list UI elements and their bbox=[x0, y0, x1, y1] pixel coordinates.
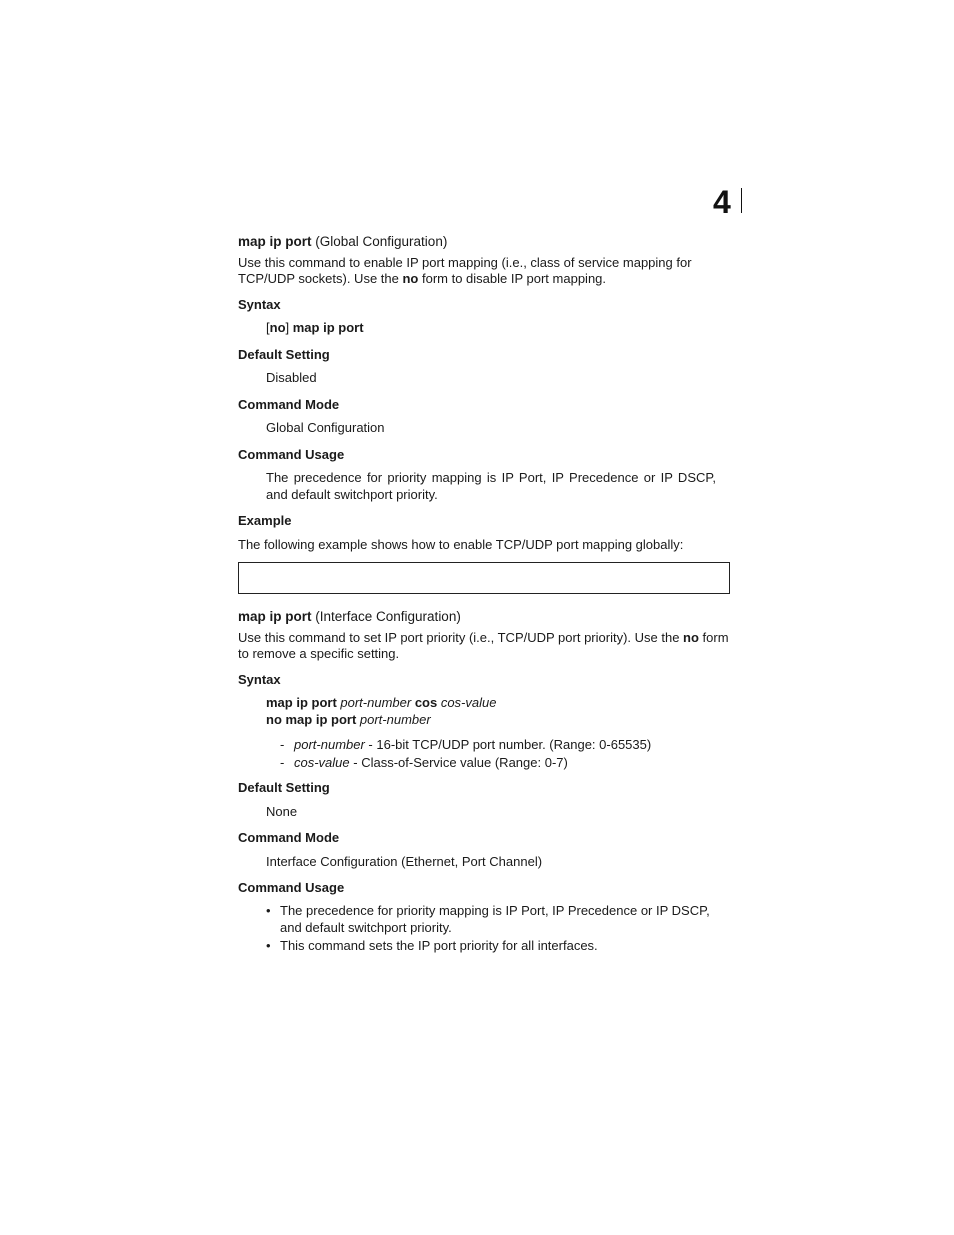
section1-default-value: Disabled bbox=[266, 370, 317, 385]
section1-syntax-heading: Syntax bbox=[238, 297, 281, 312]
chapter-divider bbox=[741, 188, 742, 213]
section1-command: map ip port bbox=[238, 234, 312, 249]
example-code-box bbox=[238, 562, 730, 594]
section1-heading bbox=[238, 234, 730, 250]
section2-mode-value: Interface Configuration (Ethernet, Port Channel) bbox=[266, 854, 543, 869]
section1-mode-value: Global Configuration bbox=[266, 420, 385, 435]
section1-usage-heading: Command Usage bbox=[238, 447, 345, 462]
section2-default-heading: Default Setting bbox=[238, 780, 330, 795]
section2-description: Use this command to set IP port priority (i.e., TCP/UDP port priority). Use the no form to remove a specific setting. bbox=[238, 630, 729, 661]
section1-syntax-line: [no] map ip port bbox=[266, 320, 364, 335]
section1-description: Use this command to enable IP port mapping (i.e., class of service mapping for TCP/UDP sockets). Use the no form to disable IP port mapping. bbox=[238, 255, 692, 286]
section1-default-heading: Default Setting bbox=[238, 347, 330, 362]
section2-context: (Interface Configuration) bbox=[311, 609, 461, 624]
section2-command: map ip port bbox=[238, 609, 312, 624]
section2-syntax-heading: Syntax bbox=[238, 672, 281, 687]
section1-example-text: The following example shows how to enable TCP/UDP port mapping globally: bbox=[238, 537, 684, 552]
section1-mode-heading: Command Mode bbox=[238, 397, 340, 412]
param-name: port-number bbox=[294, 737, 365, 752]
section2-heading bbox=[238, 609, 730, 625]
section1-example-heading: Example bbox=[238, 513, 292, 528]
section1-context: (Global Configuration) bbox=[311, 234, 448, 249]
chapter-number: 4 bbox=[713, 184, 731, 220]
section2-syntax-line2: no map ip port port-number bbox=[266, 712, 431, 727]
section1-usage-text: The precedence for priority mapping is IP Port, IP Precedence or IP DSCP, and default switchport priority. bbox=[266, 470, 716, 502]
section2-mode-heading: Command Mode bbox=[238, 830, 340, 845]
param-desc: - Class-of-Service value (Range: 0-7) bbox=[349, 755, 568, 770]
section2-usage-heading: Command Usage bbox=[238, 880, 345, 895]
section2-default-value: None bbox=[266, 804, 298, 819]
param-desc: - 16-bit TCP/UDP port number. (Range: 0-65535) bbox=[364, 737, 652, 752]
section2-syntax-line1: map ip port port-number cos cos-value bbox=[266, 695, 497, 710]
param-name: cos-value bbox=[294, 755, 350, 770]
